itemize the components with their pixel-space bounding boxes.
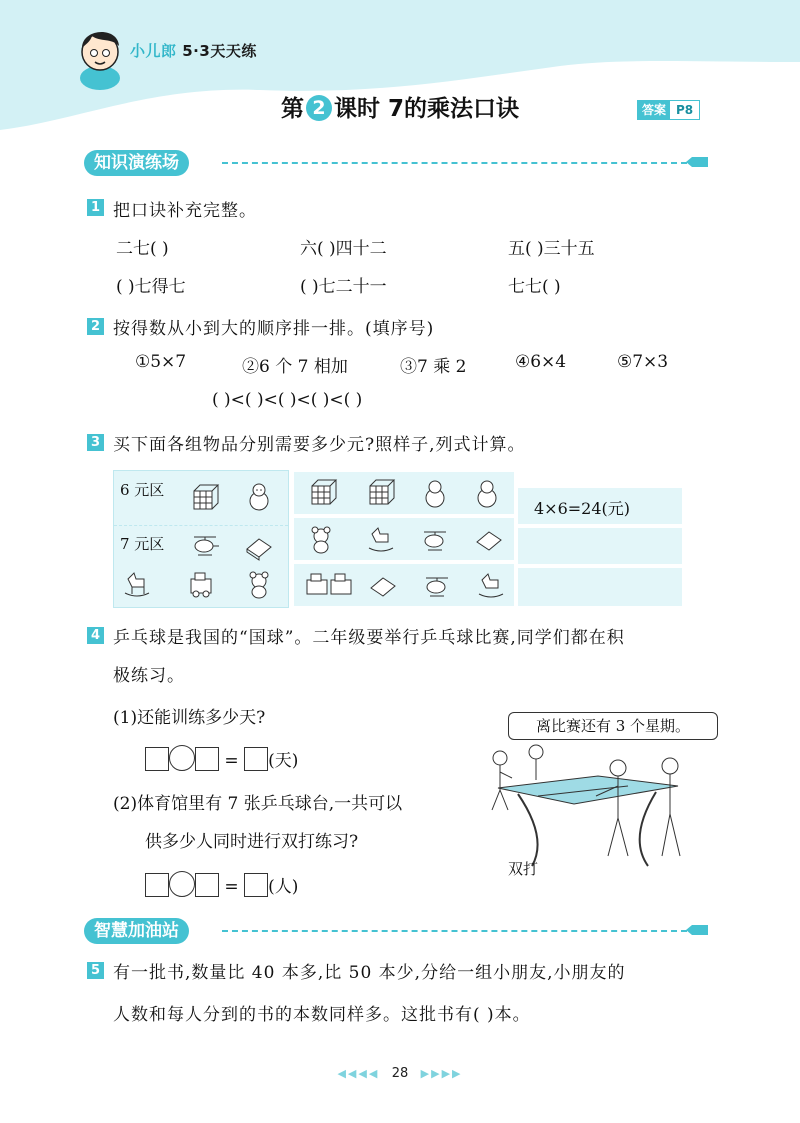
q4-sub2-line1: (2)体育馆里有 7 张乒乓球台,一共可以: [113, 794, 403, 814]
q2-prompt: 按得数从小到大的顺序排一排。(填序号): [113, 319, 435, 339]
lesson-number-badge: 2: [306, 95, 332, 121]
book-icon: [474, 524, 504, 554]
q5-line2: 人数和每人分到的书的本数同样多。这批书有( )本。: [113, 1005, 531, 1025]
next-arrows-icon: ▶▶▶▶: [420, 1067, 463, 1080]
pencil-icon: [686, 154, 708, 170]
tumbler-doll-icon: [420, 478, 450, 508]
answer-box[interactable]: [195, 873, 219, 897]
rocking-horse-icon: [122, 569, 152, 599]
rubiks-cube-icon: [190, 483, 220, 513]
toy-car-icon: [326, 570, 356, 600]
answer-label: 答案: [638, 101, 670, 119]
rocking-horse-icon: [366, 524, 396, 554]
group-row: [294, 518, 514, 560]
pencil-icon: [686, 922, 708, 938]
answer-reference: [637, 100, 700, 120]
title-suffix: 课时 7的乘法口诀: [333, 96, 519, 122]
book-icon: [368, 570, 398, 600]
q1-prompt: 把口诀补充完整。: [113, 201, 257, 221]
q1-item: 七七( ): [508, 277, 561, 297]
question-number: 4: [87, 627, 104, 644]
brand-name: 5·3天天练: [182, 42, 257, 60]
group-row: [294, 564, 514, 606]
section-divider: [222, 930, 687, 932]
tumbler-doll-icon: [244, 481, 274, 511]
section-challenge: 智慧加油站: [84, 918, 189, 944]
q2-option: ②6 个 7 相加: [242, 357, 348, 377]
unit-label: (天): [268, 751, 299, 771]
speech-bubble: 离比赛还有 3 个星期。: [508, 712, 718, 740]
question-number: 3: [87, 434, 104, 451]
rubiks-cube-icon: [308, 478, 338, 508]
section-practice: 知识演练场: [84, 150, 189, 176]
rocking-horse-icon: [476, 570, 506, 600]
answer-box[interactable]: [244, 747, 268, 771]
q3-prompt: 买下面各组物品分别需要多少元?照样子,列式计算。: [113, 435, 526, 455]
q1-item: 六( )四十二: [300, 239, 387, 259]
q4-prompt-line1: 乒乓球是我国的“国球”。二年级要举行乒乓球比赛,同学们都在积: [113, 628, 625, 648]
teddy-bear-icon: [244, 569, 274, 599]
answer-page: P8: [676, 103, 694, 117]
example-answer: 4×6=24(元): [534, 499, 631, 518]
price-zone-panel: [113, 470, 289, 608]
question-number: 5: [87, 962, 104, 979]
q4-sub2-line2: 供多少人同时进行双打练习?: [145, 832, 359, 852]
zone-divider: [114, 525, 288, 526]
q1-item: 二七( ): [116, 239, 169, 259]
q4-equation1: = (天): [145, 745, 298, 771]
mascot-icon: [70, 22, 132, 90]
q5-line1: 有一批书,数量比 40 本多,比 50 本少,分给一组小朋友,小朋友的: [113, 963, 626, 983]
item-groups: [294, 472, 514, 606]
answer-box[interactable]: [145, 873, 169, 897]
q2-option: ③7 乘 2: [400, 357, 467, 377]
answer-cells: [518, 488, 682, 606]
brand-logo: [130, 40, 257, 61]
tumbler-doll-icon: [472, 478, 502, 508]
answer-box[interactable]: [145, 747, 169, 771]
q2-option: ⑤7×3: [617, 352, 669, 372]
q1-item: 五( )三十五: [508, 239, 595, 259]
prev-arrows-icon: ◀◀◀◀: [337, 1067, 380, 1080]
question-number: 2: [87, 318, 104, 335]
zone-7-label: 7 元区: [120, 535, 165, 553]
answer-cell[interactable]: [518, 488, 682, 524]
q1-item: ( )七二十一: [300, 277, 387, 297]
q2-option: ①5×7: [135, 352, 187, 372]
helicopter-icon: [420, 524, 450, 554]
group-row: [294, 472, 514, 514]
answer-cell[interactable]: [518, 568, 682, 606]
q2-option: ④6×4: [515, 352, 567, 372]
book-icon: [244, 531, 274, 561]
illustration-caption: 双打: [508, 860, 539, 878]
operator-circle[interactable]: [169, 871, 195, 897]
helicopter-icon: [422, 570, 452, 600]
answer-box[interactable]: [195, 747, 219, 771]
question-number: 1: [87, 199, 104, 216]
zone-6-label: 6 元区: [120, 481, 165, 499]
q1-item: ( )七得七: [116, 277, 186, 297]
brand-small: 小儿郎: [130, 42, 177, 60]
q4-equation2: = (人): [145, 871, 298, 897]
operator-circle[interactable]: [169, 745, 195, 771]
helicopter-icon: [190, 529, 220, 559]
page-number: 28: [391, 1066, 409, 1081]
section-divider: [222, 162, 687, 164]
unit-label: (人): [268, 877, 299, 897]
q4-prompt-line2: 极练习。: [113, 666, 185, 686]
rubiks-cube-icon: [366, 478, 396, 508]
q2-order-line: ( )<( )<( )<( )<( ): [212, 390, 363, 410]
teddy-bear-icon: [306, 524, 336, 554]
answer-cell[interactable]: [518, 528, 682, 564]
toy-car-icon: [186, 569, 216, 599]
page-footer: [0, 1066, 800, 1081]
q4-sub1: (1)还能训练多少天?: [113, 708, 266, 728]
answer-box[interactable]: [244, 873, 268, 897]
title-prefix: 第: [280, 96, 304, 122]
